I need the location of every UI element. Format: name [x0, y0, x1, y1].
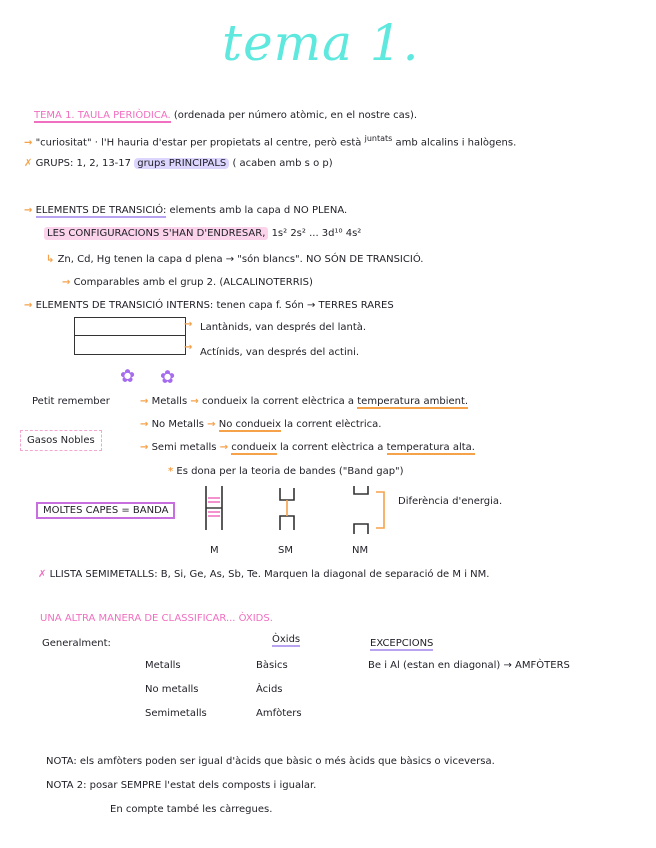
interns-line — [24, 300, 394, 311]
interns-label: ELEMENTS DE TRANSICIÓ INTERNS: — [35, 300, 214, 311]
no-metalls-label: No Metalls — [151, 419, 204, 430]
diferencia-text: Diferència d'energia. — [398, 496, 503, 507]
actinids-text: Actínids, van després del actini. — [200, 347, 360, 358]
interns-text: tenen capa f. Són → TERRES RARES — [216, 300, 394, 311]
arrow-right-icon: → — [24, 137, 33, 149]
section-1-heading-note: (ordenada per número atòmic, en el nostre cas). — [173, 110, 418, 121]
arrow-right-icon: → — [184, 319, 193, 330]
grups-line — [24, 158, 333, 169]
configuracions-line — [44, 228, 361, 239]
label-m: M — [210, 545, 219, 556]
moltes-capes-text: MOLTES CAPES = BANDA — [43, 505, 169, 516]
gasos-nobles-box — [20, 430, 102, 451]
arrow-right-icon: → — [140, 442, 149, 453]
semi-metalls-line — [140, 442, 475, 453]
nota-2-continuation: En compte també les càrregues. — [110, 804, 273, 815]
zn-line — [46, 254, 423, 265]
excepcions-text: Be i Al (estan en diagonal) → AMFÒTERS — [368, 660, 570, 671]
metalls-label: Metalls — [151, 396, 188, 407]
arrow-right-icon: → — [207, 419, 216, 430]
page-title: tema 1. — [222, 14, 420, 72]
teoria-text: Es dona per la teoria de bandes ("Band gap") — [176, 466, 404, 477]
nota-2: NOTA 2: posar SEMPRE l'estat dels composts i igualar. — [46, 780, 317, 791]
grups-suffix: ( acaben amb s o p) — [232, 158, 333, 169]
f-block-diagram — [74, 317, 186, 355]
semi-metalls-label: Semi metalls — [151, 442, 217, 453]
semi-text-b: la corrent elèctrica a — [279, 442, 384, 453]
nota-1: NOTA: els amfòters poden ser igual d'àcids que bàsic o més àcids que bàsics o viceversa. — [46, 756, 495, 767]
petit-remember-label: Petit remember — [32, 396, 110, 407]
arrow-right-icon: → — [24, 205, 33, 216]
curiositat-superscript: juntats — [364, 134, 393, 143]
curiositat-line — [24, 134, 516, 148]
curiositat-text: "curiositat" · l'H hauria d'estar per propietats al centre, però està — [35, 137, 362, 149]
oxid-row-right: Bàsics — [256, 660, 288, 671]
gasos-nobles-label: Gasos Nobles — [27, 435, 95, 446]
band-semimetal — [280, 488, 294, 530]
no-metalls-text-b: la corrent elèctrica. — [284, 419, 382, 430]
oxid-row-left: Metalls — [145, 660, 181, 671]
moltes-capes-box — [36, 502, 175, 519]
generalment-label: Generalment: — [42, 638, 111, 649]
no-metalls-line — [140, 419, 382, 430]
label-sm: SM — [278, 545, 293, 556]
curiositat-end: amb alcalins i halògens. — [395, 137, 517, 149]
semi-text-a: condueix — [231, 442, 277, 453]
band-metal — [206, 486, 222, 530]
metalls-temp: temperatura ambient. — [357, 396, 469, 407]
arrow-right-icon: → — [24, 300, 33, 311]
cross-bullet-icon: ✗ — [38, 569, 47, 580]
configuracions-highlight: LES CONFIGURACIONS S'HAN D'ENDRESAR, — [44, 227, 268, 240]
arrow-right-icon: → — [184, 342, 193, 353]
arrow-turn-icon: ↳ — [46, 254, 55, 265]
oxid-row-right: Amfòters — [256, 708, 302, 719]
label-nm: NM — [352, 545, 369, 556]
oxid-row-left: No metalls — [145, 684, 199, 695]
teoria-line — [168, 466, 404, 477]
section-4-heading: UNA ALTRA MANERA DE CLASSIFICAR... ÒXIDS. — [40, 613, 273, 624]
band-nonmetal — [354, 486, 368, 534]
col-oxids-header: Òxids — [272, 634, 301, 645]
oxid-row-left: Semimetalls — [145, 708, 207, 719]
arrow-right-icon: → — [140, 396, 149, 407]
zn-text: Zn, Cd, Hg tenen la capa d plena → "són blancs". NO SÓN DE TRANSICIÓ. — [57, 254, 424, 265]
flower-icon: ✿ — [120, 366, 136, 387]
llista-text: LLISTA SEMIMETALLS: B, Si, Ge, As, Sb, Te. Marquen la diagonal de separació de M i NM. — [49, 569, 490, 580]
grups-principals-highlight: grups PRINCIPALS — [134, 158, 229, 169]
elements-transicio-text: elements amb la capa d NO PLENA. — [169, 205, 348, 216]
comparables-text: Comparables amb el grup 2. (ALCALINOTERRIS) — [73, 277, 313, 288]
elements-transicio-line — [24, 205, 347, 216]
band-gap-diagram — [196, 482, 406, 542]
section-1-heading: TEMA 1. TAULA PERIÒDICA. — [34, 110, 171, 121]
oxid-row-right: Àcids — [256, 684, 283, 695]
arrow-right-icon: → — [62, 277, 71, 288]
configuracions-formula: 1s² 2s² ... 3d¹⁰ 4s² — [271, 228, 362, 239]
grups-prefix: GRUPS: 1, 2, 13-17 — [35, 158, 132, 169]
flower-icon: ✿ — [160, 367, 176, 388]
no-metalls-text-a: No condueix — [218, 419, 281, 430]
elements-transicio-label: ELEMENTS DE TRANSICIÓ: — [35, 205, 167, 216]
lantanids-text: Lantànids, van després del lantà. — [200, 322, 367, 333]
llista-line — [38, 569, 489, 580]
semi-temp: temperatura alta. — [386, 442, 475, 453]
metalls-line — [140, 396, 468, 407]
energy-bracket — [376, 492, 384, 528]
arrow-right-icon: → — [190, 396, 199, 407]
cross-bullet-icon: ✗ — [24, 158, 33, 169]
section-1-header — [34, 110, 417, 121]
arrow-right-icon: → — [140, 419, 149, 430]
metalls-text: condueix la corrent elèctrica a — [201, 396, 355, 407]
star-bullet-icon: * — [168, 466, 174, 477]
f-block-divider — [75, 335, 185, 336]
col-excepcions-header: EXCEPCIONS — [370, 638, 434, 649]
arrow-right-icon: → — [219, 442, 229, 453]
comparables-line — [62, 277, 313, 288]
